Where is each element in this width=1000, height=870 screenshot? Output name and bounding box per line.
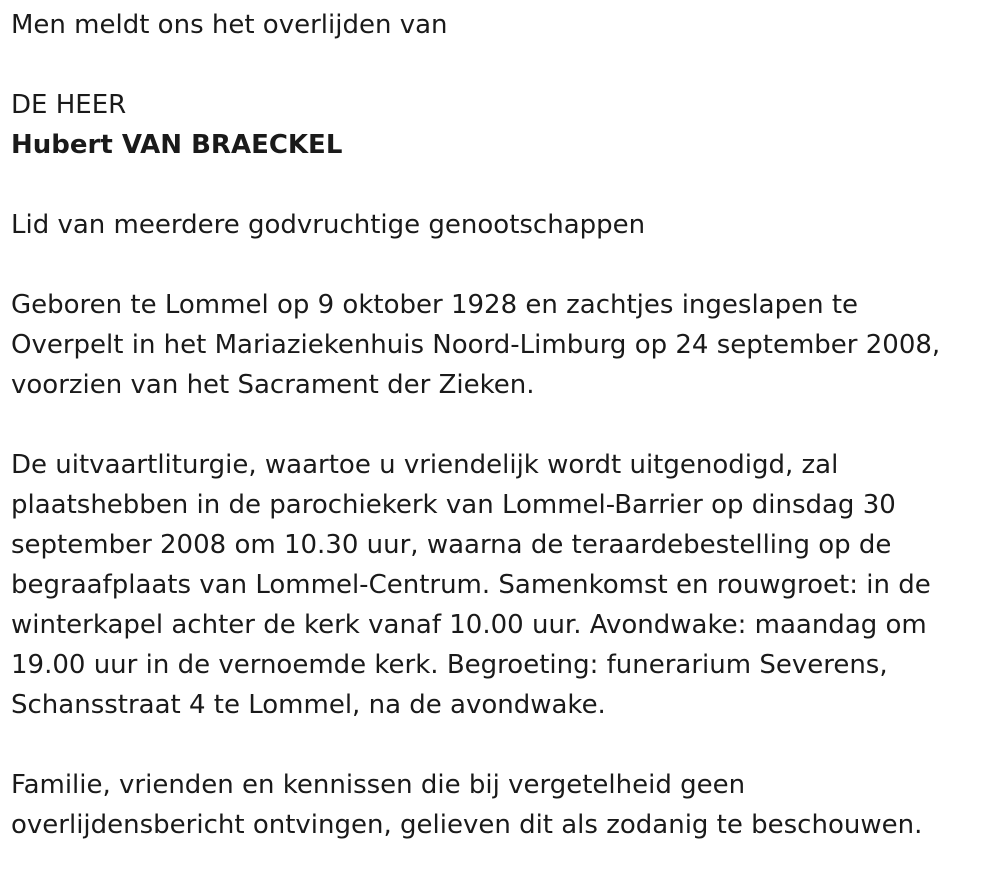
paragraph-line: winterkapel achter de kerk vanaf 10.00 uur. Avondwake: maandag om — [11, 610, 927, 640]
paragraph-line: plaatshebben in de parochiekerk van Lommel-Barrier op dinsdag 30 — [11, 490, 896, 520]
spacer — [11, 45, 991, 85]
paragraph-line: De uitvaartliturgie, waartoe u vriendelijk wordt uitgenodigd, zal — [11, 450, 839, 480]
spacer — [11, 725, 991, 765]
closing-paragraph — [11, 765, 991, 845]
paragraph-line: Geboren te Lommel op 9 oktober 1928 en zachtjes ingeslapen te — [11, 290, 859, 320]
paragraph-line: 19.00 uur in de vernoemde kerk. Begroeting: funerarium Severens, — [11, 650, 888, 680]
paragraph-line: Familie, vrienden en kennissen die bij vergetelheid geen — [11, 770, 746, 800]
honorific-title: DE HEER — [11, 90, 127, 120]
deceased-name: Hubert VAN BRAECKEL — [11, 130, 343, 160]
paragraph-line: september 2008 om 10.30 uur, waarna de teraardebestelling op de — [11, 530, 892, 560]
funeral-paragraph — [11, 445, 991, 725]
paragraph-line: voorzien van het Sacrament der Zieken. — [11, 370, 535, 400]
membership-text: Lid van meerdere godvruchtige genootschappen — [11, 210, 646, 240]
birth-death-paragraph — [11, 285, 991, 405]
paragraph-line: begraafplaats van Lommel-Centrum. Samenkomst en rouwgroet: in de — [11, 570, 931, 600]
spacer — [11, 405, 991, 445]
intro-text: Men meldt ons het overlijden van — [11, 10, 448, 40]
paragraph-line: Schansstraat 4 te Lommel, na de avondwake. — [11, 690, 606, 720]
obituary-notice — [11, 5, 991, 845]
paragraph-line: Overpelt in het Mariaziekenhuis Noord-Limburg op 24 september 2008, — [11, 330, 941, 360]
spacer — [11, 245, 991, 285]
paragraph-line: overlijdensbericht ontvingen, gelieven dit als zodanig te beschouwen. — [11, 810, 923, 840]
spacer — [11, 165, 991, 205]
